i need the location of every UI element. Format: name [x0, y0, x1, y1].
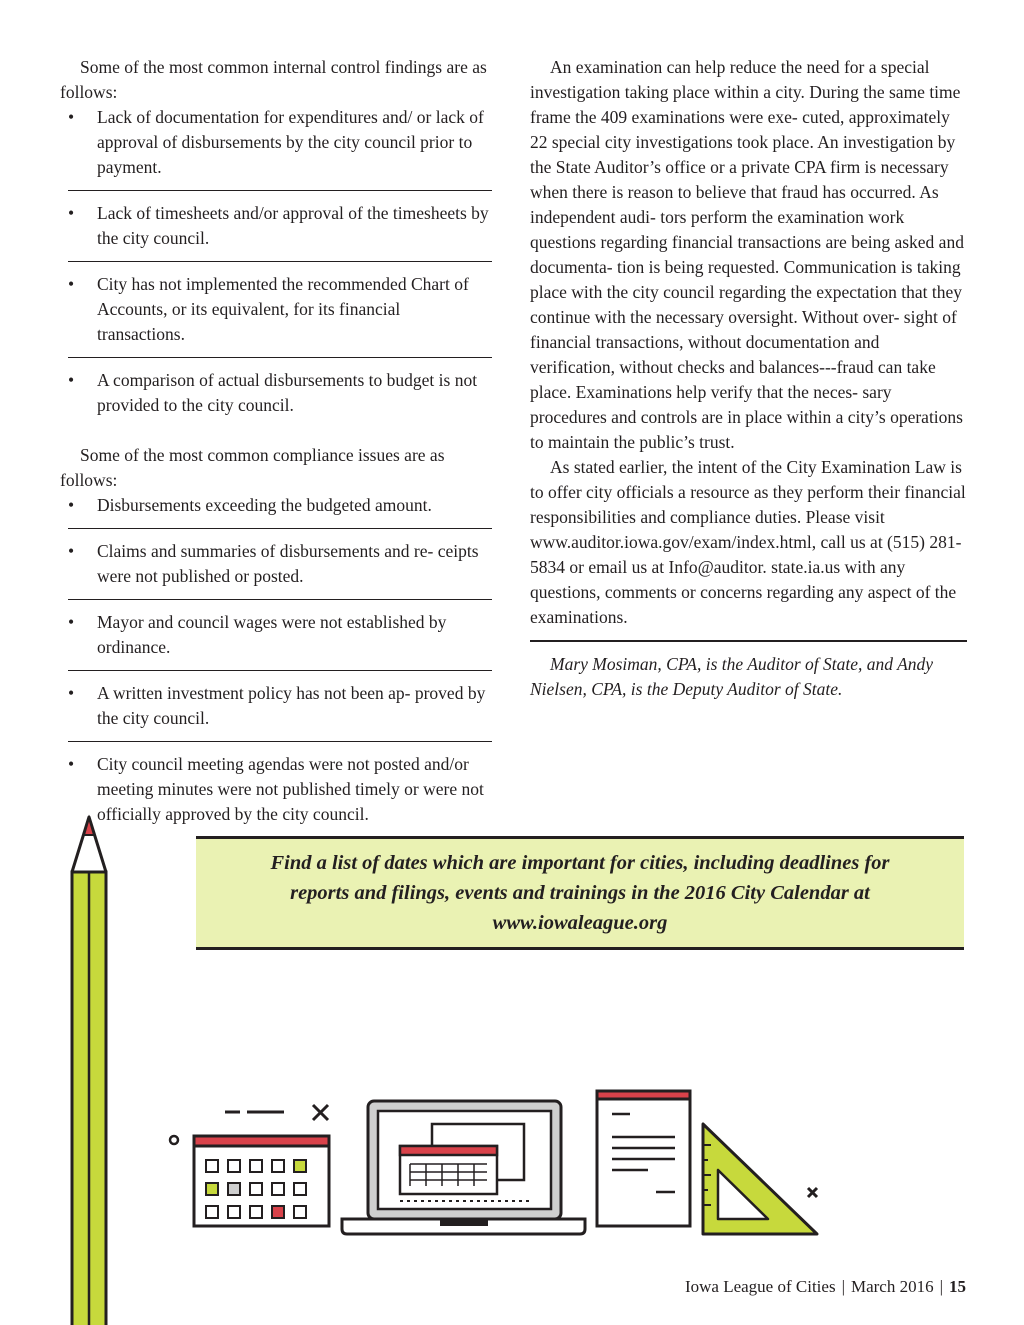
footer-separator: |: [841, 1277, 845, 1296]
article-paragraph-1: An examination can help reduce the need for a special investigation taking place within a city. During the same time frame the 409 examinations were exe- cuted, approximately 22 special city investigations took place. An investigation by the State Auditor’s office or a private CPA firm is necessary when there is reason to believe that fraud has occurred. As independent audi- tors perform the examination work questions regarding financial transactions are being asked and documenta- tion is being requested. Communication is taking place with the city council regarding the expectation that they continue with the necessary oversight. Without over- sight of financial transactions, without documentation and verification, without checks and balances---fraud can take place. Examinations help verify that the neces- sary procedures and controls are in place within a city’s operations to maintain the public’s trust.: [530, 57, 964, 452]
set-square-icon: [703, 1124, 817, 1234]
bullet: •: [68, 683, 75, 703]
list-item: • City has not implemented the recommended Chart of Accounts, or its equivalent, for its financial transactions.: [68, 262, 492, 358]
article-paragraph-2: As stated earlier, the intent of the City Examination Law is to offer city officials a resource as they perform their financial responsibilities and compliance duties. Please visit www.auditor.iowa.gov/exam/index.html, call us at (515) 281-5834 or email us at Info@auditor. state.ia.us with any questions, comments or concerns regarding any aspect of the examinations.: [530, 457, 966, 627]
bullet: •: [68, 107, 75, 127]
issue-date: March 2016: [850, 1277, 934, 1296]
bullet: •: [68, 495, 75, 515]
list-item: • Mayor and council wages were not established by ordinance.: [68, 600, 492, 671]
list-item: • A written investment policy has not been ap- proved by the city council.: [68, 671, 492, 742]
publication-name: Iowa League of Cities: [684, 1277, 836, 1296]
author-byline: Mary Mosiman, CPA, is the Auditor of State, and Andy Nielsen, CPA, is the Deputy Auditor of State.: [530, 654, 934, 699]
bullet: •: [68, 541, 75, 561]
intro-internal-findings: Some of the most common internal control findings are as follows:: [60, 57, 487, 102]
calendar-callout-box: [196, 836, 964, 950]
calendar-icon: [170, 1105, 329, 1226]
footer-separator: |: [939, 1277, 943, 1296]
callout-text: Find a list of dates which are important for cities, including deadlines for reports and filings, events and trainings in the 2016 City Calendar at www.iowaleague.org: [270, 852, 890, 934]
list-item: • Disbursements exceeding the budgeted amount.: [68, 493, 492, 529]
list-item: • A comparison of actual disbursements to budget is not provided to the city council.: [68, 370, 478, 415]
list-item: • City council meeting agendas were not posted and/or meeting minutes were not published timely or were not officially approved by the city council.: [68, 754, 484, 824]
bullet: •: [68, 274, 75, 294]
intro-compliance-issues: Some of the most common compliance issues are as follows:: [60, 445, 445, 490]
list-item: • Lack of timesheets and/or approval of the timesheets by the city council.: [68, 191, 492, 262]
laptop-icon: [342, 1101, 585, 1234]
page-footer: [685, 1277, 966, 1297]
bullet: •: [68, 612, 75, 632]
document-icon: [597, 1091, 690, 1226]
list-item: • Lack of documentation for expenditures and/ or lack of approval of disbursements by the city council prior to payment.: [68, 105, 492, 191]
bullet: •: [68, 203, 75, 223]
list-item: • Claims and summaries of disbursements and re- ceipts were not published or posted.: [68, 529, 492, 600]
page-number: 15: [949, 1277, 966, 1296]
pencil-icon: [72, 817, 106, 1325]
bullet: •: [68, 370, 75, 390]
bullet: •: [68, 754, 75, 774]
